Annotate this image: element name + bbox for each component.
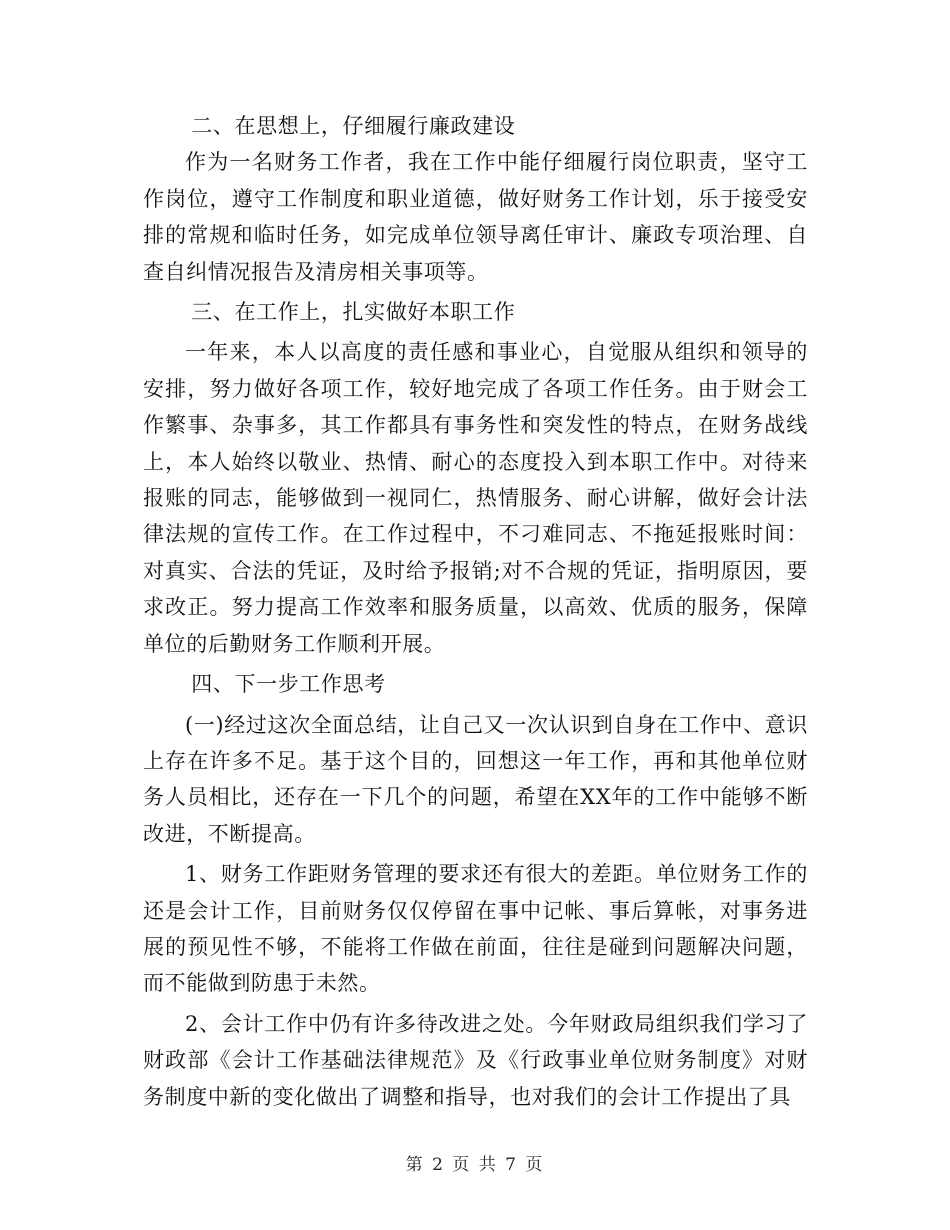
section-heading-2: 二、在思想上，仔细履行廉政建设 xyxy=(191,114,516,138)
paragraph-reflection: (一)经过这次全面总结，让自己又一次认识到自身在工作中、意识上存在许多不足。基于这个目的，回想这一年工作，再和其他单位财务人员相比，还存在一下几个的问题，希望在XX年的工作中能够不断改进，不断提高。 xyxy=(143,712,808,846)
paragraph-item-2: 2、会计工作中仍有许多待改进之处。今年财政局组织我们学习了财政部《会计工作基础法律规范》及《行政事业单位财务制度》对财务制度中新的变化做出了调整和指导，也对我们的会计工作提出了具 xyxy=(143,1011,808,1109)
section-heading-4: 四、下一步工作思考 xyxy=(191,672,386,697)
paragraph-integrity: 作为一名财务工作者，我在工作中能仔细履行岗位职责，坚守工作岗位，遵守工作制度和职业道德，做好财务工作计划，乐于接受安排的常规和临时任务，如完成单位领导离任审计、廉政专项治理、自查自纠情况报告及清房相关事项等。 xyxy=(143,150,808,284)
paragraph-duties: 一年来，本人以高度的责任感和事业心，自觉服从组织和领导的安排，努力做好各项工作，较好地完成了各项工作任务。由于财会工作繁事、杂事多，其工作都具有事务性和突发性的特点，在财务战线上，本人始终以敬业、热情、耐心的态度投入到本职工作中。对待来报账的同志，能够做到一视同仁，热情服务、耐心讲解，做好会计法律法规的宣传工作。在工作过程中，不刁难同志、不拖延报账时间：对真实、合法的凭证，及时给予报销;对不合规的凭证，指明原因，要求改正。努力提高工作效率和服务质量，以高效、优质的服务，保障单位的后勤财务工作顺利开展。 xyxy=(143,340,808,656)
document-body xyxy=(143,108,808,1115)
paragraph-item-1: 1、财务工作距财务管理的要求还有很大的差距。单位财务工作的还是会计工作，目前财务仅仅停留在事中记帐、事后算帐，对事务进展的预见性不够，不能将工作做在前面，往往是碰到问题解决问题，而不能做到防患于未然。 xyxy=(143,862,808,996)
page-number: 第 2 页 共 7 页 xyxy=(405,1155,545,1175)
section-heading-3: 三、在工作上，扎实做好本职工作 xyxy=(191,300,516,325)
